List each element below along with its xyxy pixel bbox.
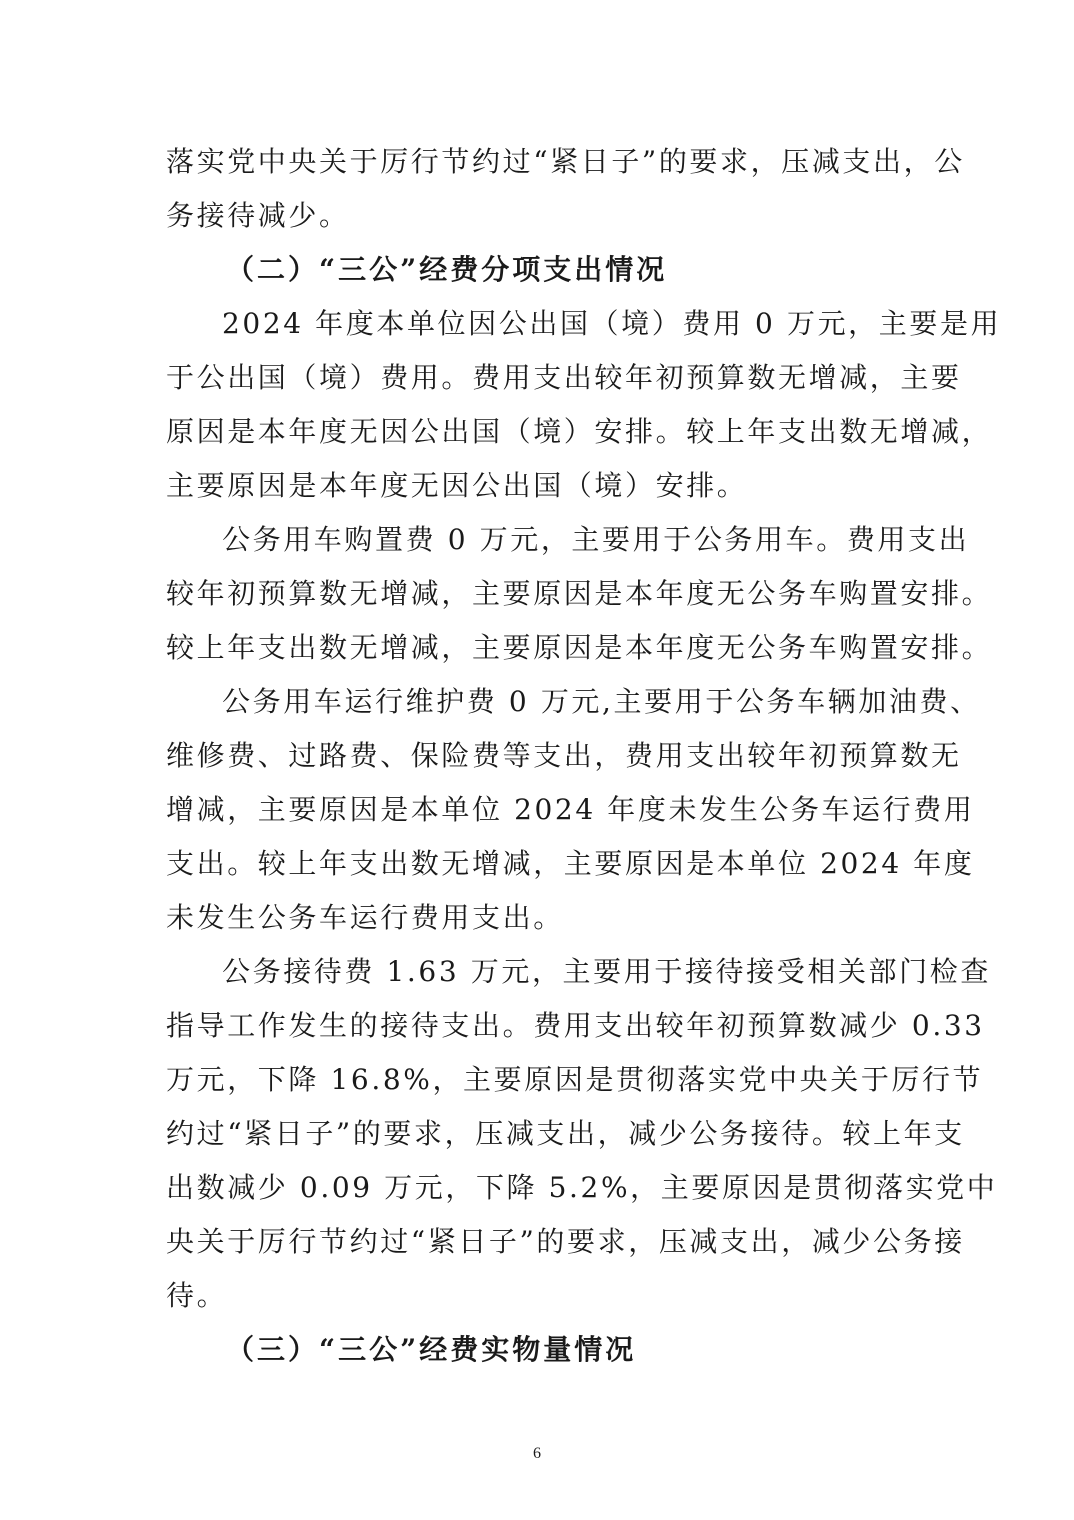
section-heading-3: （三）“三公”经费实物量情况 bbox=[226, 1333, 637, 1366]
body-text-line: 出数减少 0.09 万元，下降 5.2%，主要原因是贯彻落实党中 bbox=[166, 1171, 998, 1204]
body-text-line: 于公出国（境）费用。费用支出较年初预算数无增减，主要 bbox=[166, 361, 962, 394]
body-text-line: 落实党中央关于厉行节约过“紧日子”的要求，压减支出，公 bbox=[166, 145, 965, 178]
section-heading-2: （二）“三公”经费分项支出情况 bbox=[226, 253, 668, 286]
body-text-line: 约过“紧日子”的要求，压减支出，减少公务接待。较上年支 bbox=[166, 1117, 965, 1150]
body-text-line: 增减，主要原因是本单位 2024 年度未发生公务车运行费用 bbox=[166, 793, 975, 826]
body-text-line: 务接待减少。 bbox=[166, 199, 350, 232]
body-text-line: 较年初预算数无增减，主要原因是本年度无公务车购置安排。 bbox=[166, 577, 993, 610]
page-number: 6 bbox=[533, 1445, 541, 1462]
body-text-line: 原因是本年度无因公出国（境）安排。较上年支出数无增减， bbox=[166, 415, 993, 448]
body-text-line: 公务接待费 1.63 万元，主要用于接待接受相关部门检查 bbox=[222, 955, 991, 988]
body-text-line: 主要原因是本年度无因公出国（境）安排。 bbox=[166, 469, 748, 502]
body-text-line: 央关于厉行节约过“紧日子”的要求，压减支出，减少公务接 bbox=[166, 1225, 965, 1258]
body-text-line: 指导工作发生的接待支出。费用支出较年初预算数减少 0.33 bbox=[166, 1009, 985, 1042]
body-text-line: 公务用车运行维护费 0 万元,主要用于公务车辆加油费、 bbox=[222, 685, 981, 718]
body-text-line: 未发生公务车运行费用支出。 bbox=[166, 901, 564, 934]
body-text-line: 2024 年度本单位因公出国（境）费用 0 万元，主要是用 bbox=[222, 307, 1002, 340]
body-text-line: 较上年支出数无增减，主要原因是本年度无公务车购置安排。 bbox=[166, 631, 993, 664]
body-text-line: 公务用车购置费 0 万元，主要用于公务用车。费用支出 bbox=[222, 523, 970, 556]
body-text-line: 支出。较上年支出数无增减，主要原因是本单位 2024 年度 bbox=[166, 847, 975, 880]
body-text-line: 待。 bbox=[166, 1279, 228, 1312]
body-text-line: 维修费、过路费、保险费等支出，费用支出较年初预算数无 bbox=[166, 739, 962, 772]
body-text-line: 万元，下降 16.8%，主要原因是贯彻落实党中央关于厉行节 bbox=[166, 1063, 984, 1096]
